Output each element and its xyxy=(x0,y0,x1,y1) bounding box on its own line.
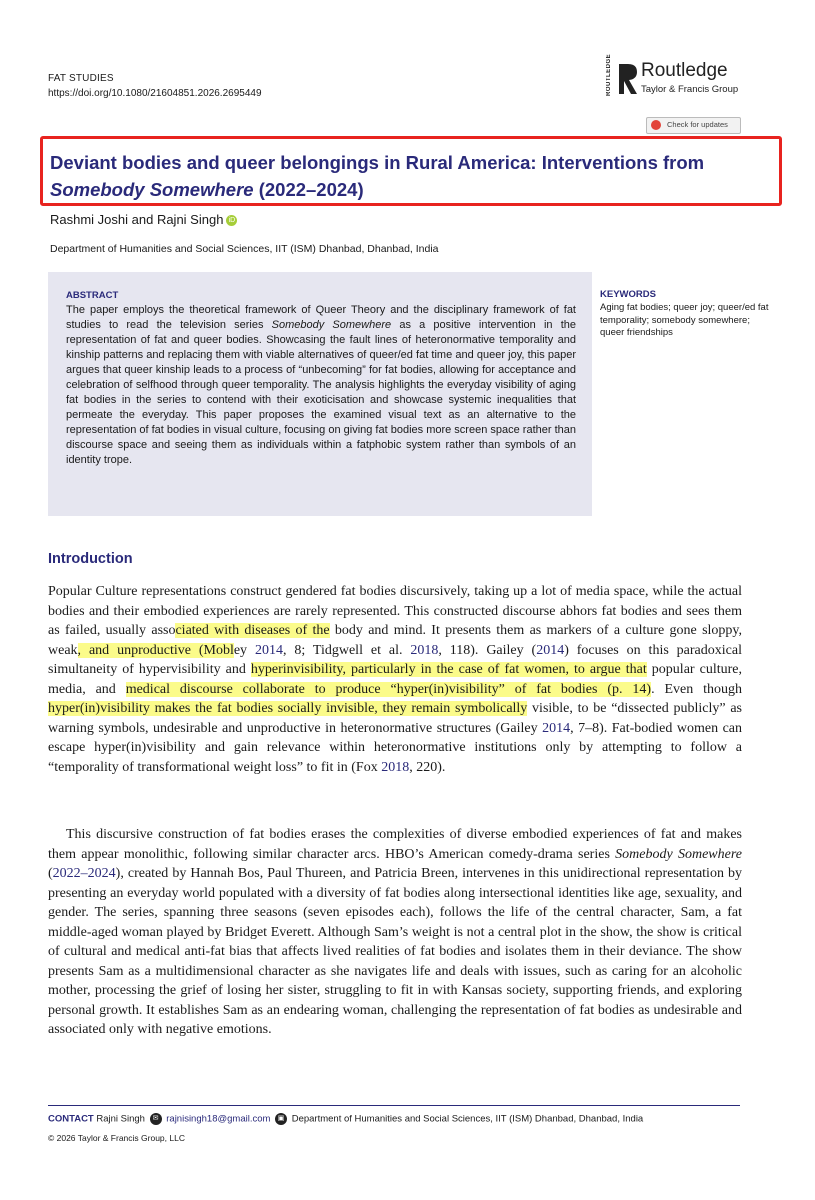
text-span: . Even though xyxy=(651,681,742,697)
article-title xyxy=(50,149,770,203)
doi-link[interactable]: https://doi.org/10.1080/21604851.2026.2695449 xyxy=(48,88,262,99)
citation-link[interactable]: 2014 xyxy=(254,642,283,658)
title-italic: Somebody Somewhere xyxy=(50,179,254,200)
text-span: , 118). Gailey ( xyxy=(438,642,537,658)
contact-email-link[interactable]: rajnisingh18@gmail.com xyxy=(166,1113,271,1125)
journal-name: FAT STUDIES xyxy=(48,73,114,84)
highlighted-text: hyper(in)visibility makes the fat bodies socially invisible, they remain symbolically xyxy=(48,701,528,716)
text-span: ( xyxy=(48,866,53,881)
envelope-icon: ✉ xyxy=(150,1113,162,1125)
abstract-text-part2: as a positive intervention in the representation of fat and queer bodies. Showcasing the fault lines of heteronormative temporality and kinship patterns and replacing them with viable alternatives of queer/ed fat time and queer joy, this paper argues that queer kinship leads to a process of “unbecoming” for fat bodies, allowing for acceptance and celebration of selfhood through queer temporality. The analysis highlights the everyday visibility of aging fat bodies in the series to contend with their exoticisation and showcase systemic inequalities that permeate the everyday. This paper proposes the examined visual text as an alternative to the representation of fat bodies in visual culture, focusing on giving fat bodies more screen space rather than discourse space and seeing them as individuals within a fatphobic system rather than symbols of an identity trope. xyxy=(66,319,577,466)
building-icon: ▣ xyxy=(275,1113,287,1125)
text-span: Popular Culture representations construct gendered fat bodies discursively, taking up a lot of media space, while the actual bodies and their embodied experiences are rarely represented. This constructed discourse abhors fat bodies and sees them as failed, usually asso xyxy=(48,584,742,638)
citation-link[interactable]: 2018 xyxy=(410,642,439,658)
abstract-text-italic: Somebody Somewhere xyxy=(271,319,392,331)
publisher-name: Routledge xyxy=(641,60,728,81)
abstract-text-part1: The paper employs the theoretical framework of Queer Theory and the disciplinary framework of fat studies to read the television series xyxy=(66,304,576,331)
text-span: , 8; Tidgwell et al. xyxy=(282,642,411,658)
abstract-heading: ABSTRACT xyxy=(66,290,119,301)
text-span: visible, to be “dissected publicly” as warning symbols, undesirable and unproductive in heteronormative structures (Gailey xyxy=(48,701,742,736)
check-updates-label: Check for updates xyxy=(667,120,728,129)
text-span: ), created by Hannah Bos, Paul Thureen, and Patricia Breen, intervenes in this unidirectional representation by presenting an everyday world populated with a diversity of fat bodies along intersectional identities like age, sexuality, and gender. The series, spanning three seasons (seven episodes each), follows the life of the central character, Sam, a fat middle-aged woman played by Bridget Everett. Although Sam’s weight is not a central plot in the show, the show is critical of cultural and medical anti-fat bias that affects lived realities of fat bodies and isolates them in their deviance. The show presents Sam as a multidimensional character as she navigates life and deals with issues, such as caring for an alcoholic mother, processing the grief of losing her sister, struggling to fit in with Kansas society, supporting friends, and exploring personal growth. It establishes Sam as an endearing woman, challenging the representation of fat bodies as undesirable and associated only with negative emotions. xyxy=(48,866,742,1037)
italic-title: Somebody Somewhere xyxy=(615,846,742,862)
text-span: This discursive construction of fat bodies erases the complexities of diverse embodied experiences of fat and makes them appear monolithic, following similar character arcs. HBO’s American comedy-drama series xyxy=(48,827,742,862)
citation-link[interactable]: 2014 xyxy=(536,642,565,658)
publisher-subname: Taylor & Francis Group xyxy=(641,84,739,95)
affiliation: Department of Humanities and Social Sciences, IIT (ISM) Dhanbad, Dhanbad, India xyxy=(50,243,439,255)
paragraph-1 xyxy=(48,582,742,777)
publisher-vertical-text: ROUTLEDGE xyxy=(606,53,612,96)
routledge-r-icon xyxy=(617,60,639,96)
text-span: ey xyxy=(233,642,255,658)
text-span: , 220). xyxy=(409,759,446,775)
text-span: , 7–8). Fat-bodied women can escape hyper(in)visibility and gain relevance within heteronormative institutions only by attempting to follow a “temporality of transformational weight loss” to fit in (Fox xyxy=(48,720,742,775)
crossmark-icon xyxy=(651,120,661,130)
check-updates-button[interactable] xyxy=(646,117,741,134)
contact-line xyxy=(48,1113,748,1125)
text-span: popular culture, media, and xyxy=(48,662,742,697)
section-heading-introduction: Introduction xyxy=(48,551,133,567)
authors xyxy=(50,212,237,227)
highlighted-text: ciated with diseases of the xyxy=(175,623,330,638)
keywords-heading: KEYWORDS xyxy=(600,289,656,300)
highlighted-text: medical discourse collaborate to produce “hyper(in)visibility” of fat bodies (p. 14) xyxy=(125,681,652,697)
orcid-icon[interactable]: iD xyxy=(226,215,237,226)
author-names: Rashmi Joshi and Rajni Singh xyxy=(50,212,224,227)
citation-link[interactable]: 2018 xyxy=(381,759,410,775)
text-span: ) focuses on this paradoxical simultaneity of hypervisibility and xyxy=(48,642,742,677)
contact-label: CONTACT xyxy=(48,1113,94,1125)
keywords-text: Aging fat bodies; queer joy; queer/ed fat temporality; somebody somewhere; queer friendships xyxy=(600,302,769,338)
text-span: body and mind. It presents them as markers of a culture gone sloppy, weak xyxy=(48,623,742,658)
contact-address: Department of Humanities and Social Sciences, IIT (ISM) Dhanbad, Dhanbad, India xyxy=(291,1113,644,1125)
title-part2: (2022–2024) xyxy=(253,179,364,200)
footer-divider xyxy=(48,1105,740,1106)
title-part1: Deviant bodies and queer belongings in Rural America: Interventions from xyxy=(50,152,705,173)
copyright: © 2026 Taylor & Francis Group, LLC xyxy=(48,1133,185,1143)
contact-name: Rajni Singh xyxy=(96,1113,145,1125)
highlighted-text: , and unproductive (Mobl xyxy=(77,642,234,658)
highlighted-text: hyperinvisibility, particularly in the case of fat women, to argue that xyxy=(250,662,647,677)
paragraph-2 xyxy=(48,825,742,1040)
abstract-text xyxy=(66,303,576,468)
citation-link[interactable]: 2022–2024 xyxy=(52,866,116,881)
citation-link[interactable]: 2014 xyxy=(542,720,571,736)
publisher-logo xyxy=(606,53,756,100)
